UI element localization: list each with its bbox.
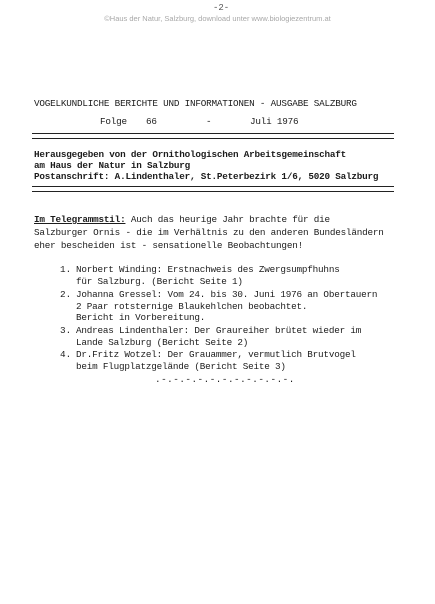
list-item-text: Andreas Lindenthaler: Der Graureiher brütet wieder im Lande Salzburg (Bericht Seite 2) — [76, 325, 362, 348]
double-rule-top — [32, 133, 394, 139]
list-item-text: Norbert Winding: Erstnachweis des Zwergsumpfhuhns für Salzburg. (Bericht Seite 1) — [76, 264, 340, 287]
intro-line-3: eher bescheiden ist - sensationelle Beobachtungen! — [34, 240, 303, 251]
list-item-number: 4. — [60, 349, 72, 360]
intro-line-2: Salzburger Ornis - die im Verhältnis zu den anderen Bundesländern — [34, 227, 384, 238]
intro-line-1-rest: Auch das heurige Jahr brachte für die — [125, 214, 330, 225]
double-rule-bottom — [32, 186, 394, 192]
intro-line-1 — [34, 214, 330, 225]
issue-folge-label: Folge — [100, 116, 127, 127]
document-title: VOGELKUNDLICHE BERICHTE UND INFORMATIONEN - AUSGABE SALZBURG — [34, 98, 357, 109]
issue-number: 66 — [146, 116, 157, 127]
page-number-mark: -2- — [213, 3, 230, 13]
copyright-notice: ©Haus der Natur, Salzburg, download unter www.biologiezentrum.at — [104, 14, 331, 23]
list-item-number: 2. — [60, 289, 72, 300]
list-item-number: 1. — [60, 264, 72, 275]
publisher-line-3: Postanschrift: A.Lindenthaler, St.Peterbezirk 1/6, 5020 Salzburg — [34, 171, 379, 182]
section-separator: .-.-.-.-.-.-.-.-.-.-.-. — [155, 374, 295, 385]
issue-dash: - — [206, 116, 212, 127]
intro-label: Im Telegrammstil: — [34, 214, 126, 225]
list-item-text: Johanna Gressel: Vom 24. bis 30. Juni 1976 an Obertauern 2 Paar rotsternige Blaukehlchen beobachtet. Bericht in Vorbereitung. — [76, 289, 378, 323]
publisher-line-1: Herausgegeben von der Ornithologischen Arbeitsgemeinschaft — [34, 149, 346, 160]
publisher-line-2: am Haus der Natur in Salzburg — [34, 160, 190, 171]
list-item-number: 3. — [60, 325, 72, 336]
list-item-text: Dr.Fritz Wotzel: Der Grauammer, vermutlich Brutvogel beim Flugplatzgelände (Bericht Seite 3) — [76, 349, 356, 372]
issue-date: Juli 1976 — [250, 116, 299, 127]
